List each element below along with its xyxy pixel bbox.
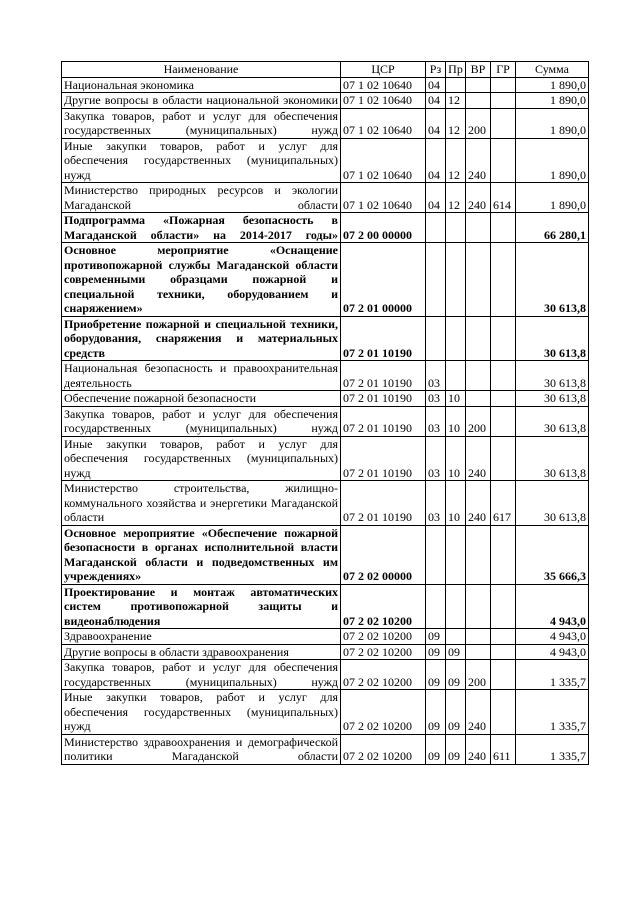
row-csr: 07 2 02 10200 bbox=[341, 584, 426, 629]
row-name: Здравоохранение bbox=[62, 629, 341, 645]
row-rz: 03 bbox=[426, 361, 446, 391]
table-row bbox=[62, 138, 589, 183]
row-gr bbox=[491, 391, 516, 407]
table-row bbox=[62, 361, 589, 391]
row-name: Закупка товаров, работ и услуг для обеспечения государственных (муниципальных) нужд bbox=[62, 660, 341, 690]
row-sum: 1 890,0 bbox=[516, 138, 589, 183]
table-row bbox=[62, 108, 589, 138]
row-csr: 07 2 01 10190 bbox=[341, 316, 426, 361]
row-name: Министерство природных ресурсов и экологии Магаданской области bbox=[62, 183, 341, 213]
row-rz: 09 bbox=[426, 690, 446, 735]
row-csr: 07 2 01 10190 bbox=[341, 361, 426, 391]
row-name: Министерство здравоохранения и демографической политики Магаданской области bbox=[62, 734, 341, 764]
row-csr: 07 2 02 10200 bbox=[341, 629, 426, 645]
header-sum: Сумма bbox=[516, 62, 589, 78]
row-gr: 614 bbox=[491, 183, 516, 213]
row-pr: 09 bbox=[446, 644, 466, 660]
row-csr: 07 2 01 10190 bbox=[341, 391, 426, 407]
row-gr bbox=[491, 243, 516, 317]
table-row bbox=[62, 77, 589, 93]
table-row bbox=[62, 243, 589, 317]
row-pr: 09 bbox=[446, 660, 466, 690]
row-sum: 30 613,8 bbox=[516, 316, 589, 361]
row-name: Приобретение пожарной и специальной техники, оборудования, снаряжения и материальных средств bbox=[62, 316, 341, 361]
row-vr bbox=[466, 316, 491, 361]
row-rz: 04 bbox=[426, 93, 446, 109]
row-vr bbox=[466, 93, 491, 109]
table-row bbox=[62, 391, 589, 407]
row-csr: 07 1 02 10640 bbox=[341, 93, 426, 109]
row-name: Другие вопросы в области здравоохранения bbox=[62, 644, 341, 660]
row-sum: 30 613,8 bbox=[516, 243, 589, 317]
row-name: Основное мероприятие «Обеспечение пожарной безопасности в органах исполнительной власти Магаданской области и подведомственных им учреждениях» bbox=[62, 525, 341, 584]
header-csr: ЦСР bbox=[341, 62, 426, 78]
table-row bbox=[62, 481, 589, 526]
row-vr bbox=[466, 525, 491, 584]
row-name: Национальная безопасность и правоохранительная деятельность bbox=[62, 361, 341, 391]
row-rz: 03 bbox=[426, 436, 446, 481]
header-pr: Пр bbox=[446, 62, 466, 78]
row-rz: 04 bbox=[426, 77, 446, 93]
row-vr: 240 bbox=[466, 734, 491, 764]
row-pr bbox=[446, 316, 466, 361]
row-vr bbox=[466, 629, 491, 645]
row-rz bbox=[426, 525, 446, 584]
row-csr: 07 2 01 10190 bbox=[341, 436, 426, 481]
row-sum: 1 335,7 bbox=[516, 660, 589, 690]
row-name: Иные закупки товаров, работ и услуг для обеспечения государственных (муниципальных) нужд bbox=[62, 436, 341, 481]
row-pr bbox=[446, 213, 466, 243]
row-vr bbox=[466, 391, 491, 407]
row-vr bbox=[466, 213, 491, 243]
row-gr bbox=[491, 138, 516, 183]
row-gr bbox=[491, 77, 516, 93]
row-gr: 611 bbox=[491, 734, 516, 764]
table-row bbox=[62, 734, 589, 764]
row-rz bbox=[426, 213, 446, 243]
table-row bbox=[62, 660, 589, 690]
row-gr bbox=[491, 644, 516, 660]
row-pr: 12 bbox=[446, 138, 466, 183]
row-vr: 240 bbox=[466, 481, 491, 526]
row-pr: 09 bbox=[446, 734, 466, 764]
header-gr: ГР bbox=[491, 62, 516, 78]
row-vr bbox=[466, 361, 491, 391]
budget-table bbox=[61, 61, 589, 765]
row-sum: 30 613,8 bbox=[516, 481, 589, 526]
row-csr: 07 2 00 00000 bbox=[341, 213, 426, 243]
row-pr: 12 bbox=[446, 108, 466, 138]
header-rz: Рз bbox=[426, 62, 446, 78]
table-row bbox=[62, 183, 589, 213]
row-pr: 10 bbox=[446, 391, 466, 407]
table-row bbox=[62, 525, 589, 584]
row-name: Иные закупки товаров, работ и услуг для обеспечения государственных (муниципальных) нужд bbox=[62, 138, 341, 183]
row-sum: 1 335,7 bbox=[516, 690, 589, 735]
row-gr bbox=[491, 316, 516, 361]
row-pr bbox=[446, 361, 466, 391]
row-vr bbox=[466, 77, 491, 93]
row-sum: 30 613,8 bbox=[516, 436, 589, 481]
row-sum: 4 943,0 bbox=[516, 629, 589, 645]
row-vr bbox=[466, 644, 491, 660]
row-name: Подпрограмма «Пожарная безопасность в Магаданской области» на 2014-2017 годы» bbox=[62, 213, 341, 243]
row-rz bbox=[426, 243, 446, 317]
row-sum: 1 890,0 bbox=[516, 183, 589, 213]
table-row bbox=[62, 93, 589, 109]
row-pr: 09 bbox=[446, 690, 466, 735]
row-rz: 09 bbox=[426, 660, 446, 690]
row-sum: 4 943,0 bbox=[516, 644, 589, 660]
row-sum: 1 890,0 bbox=[516, 108, 589, 138]
row-csr: 07 2 02 10200 bbox=[341, 644, 426, 660]
row-rz: 03 bbox=[426, 391, 446, 407]
row-csr: 07 2 01 00000 bbox=[341, 243, 426, 317]
table-row bbox=[62, 436, 589, 481]
row-pr: 12 bbox=[446, 183, 466, 213]
row-csr: 07 2 01 10190 bbox=[341, 406, 426, 436]
row-vr: 240 bbox=[466, 183, 491, 213]
row-name: Основное мероприятие «Оснащение противопожарной службы Магаданской области современными образцами пожарной и специальной техники, оборудованием и снаряжением» bbox=[62, 243, 341, 317]
row-sum: 35 666,3 bbox=[516, 525, 589, 584]
row-gr bbox=[491, 660, 516, 690]
row-pr: 10 bbox=[446, 436, 466, 481]
row-vr bbox=[466, 584, 491, 629]
header-name: Наименование bbox=[62, 62, 341, 78]
row-pr bbox=[446, 584, 466, 629]
row-gr bbox=[491, 213, 516, 243]
row-gr bbox=[491, 436, 516, 481]
row-gr bbox=[491, 93, 516, 109]
row-vr: 200 bbox=[466, 108, 491, 138]
table-row bbox=[62, 406, 589, 436]
row-pr: 12 bbox=[446, 93, 466, 109]
row-pr: 10 bbox=[446, 406, 466, 436]
row-name: Другие вопросы в области национальной экономики bbox=[62, 93, 341, 109]
row-vr: 200 bbox=[466, 660, 491, 690]
row-name: Министерство строительства, жилищно-коммунального хозяйства и энергетики Магаданской области bbox=[62, 481, 341, 526]
row-rz: 03 bbox=[426, 481, 446, 526]
row-csr: 07 2 02 10200 bbox=[341, 734, 426, 764]
row-pr bbox=[446, 629, 466, 645]
row-rz: 04 bbox=[426, 108, 446, 138]
row-rz: 04 bbox=[426, 183, 446, 213]
row-rz: 09 bbox=[426, 734, 446, 764]
row-name: Закупка товаров, работ и услуг для обеспечения государственных (муниципальных) нужд bbox=[62, 406, 341, 436]
table-row bbox=[62, 644, 589, 660]
row-gr bbox=[491, 361, 516, 391]
row-pr bbox=[446, 525, 466, 584]
row-name: Национальная экономика bbox=[62, 77, 341, 93]
row-vr: 240 bbox=[466, 690, 491, 735]
row-vr: 240 bbox=[466, 436, 491, 481]
row-name: Проектирование и монтаж автоматических систем противопожарной защиты и видеонаблюдения bbox=[62, 584, 341, 629]
row-csr: 07 1 02 10640 bbox=[341, 138, 426, 183]
row-csr: 07 2 02 10200 bbox=[341, 690, 426, 735]
row-csr: 07 1 02 10640 bbox=[341, 108, 426, 138]
row-gr bbox=[491, 690, 516, 735]
row-sum: 30 613,8 bbox=[516, 406, 589, 436]
header-vr: ВР bbox=[466, 62, 491, 78]
row-gr: 617 bbox=[491, 481, 516, 526]
row-rz: 09 bbox=[426, 629, 446, 645]
row-sum: 30 613,8 bbox=[516, 391, 589, 407]
row-name: Обеспечение пожарной безопасности bbox=[62, 391, 341, 407]
row-name: Закупка товаров, работ и услуг для обеспечения государственных (муниципальных) нужд bbox=[62, 108, 341, 138]
table-row bbox=[62, 690, 589, 735]
row-name: Иные закупки товаров, работ и услуг для обеспечения государственных (муниципальных) нужд bbox=[62, 690, 341, 735]
row-csr: 07 2 01 10190 bbox=[341, 481, 426, 526]
row-pr bbox=[446, 77, 466, 93]
row-pr bbox=[446, 243, 466, 317]
row-rz bbox=[426, 316, 446, 361]
row-gr bbox=[491, 525, 516, 584]
row-gr bbox=[491, 629, 516, 645]
row-sum: 66 280,1 bbox=[516, 213, 589, 243]
row-sum: 1 890,0 bbox=[516, 93, 589, 109]
row-sum: 30 613,8 bbox=[516, 361, 589, 391]
row-vr bbox=[466, 243, 491, 317]
row-rz: 03 bbox=[426, 406, 446, 436]
row-csr: 07 1 02 10640 bbox=[341, 77, 426, 93]
row-gr bbox=[491, 406, 516, 436]
row-gr bbox=[491, 108, 516, 138]
row-rz: 09 bbox=[426, 644, 446, 660]
row-sum: 4 943,0 bbox=[516, 584, 589, 629]
table-row bbox=[62, 213, 589, 243]
row-csr: 07 1 02 10640 bbox=[341, 183, 426, 213]
table-row bbox=[62, 316, 589, 361]
row-csr: 07 2 02 00000 bbox=[341, 525, 426, 584]
row-vr: 200 bbox=[466, 406, 491, 436]
row-vr: 240 bbox=[466, 138, 491, 183]
row-csr: 07 2 02 10200 bbox=[341, 660, 426, 690]
row-gr bbox=[491, 584, 516, 629]
table-row bbox=[62, 584, 589, 629]
row-rz bbox=[426, 584, 446, 629]
row-rz: 04 bbox=[426, 138, 446, 183]
row-pr: 10 bbox=[446, 481, 466, 526]
table-row bbox=[62, 629, 589, 645]
row-sum: 1 890,0 bbox=[516, 77, 589, 93]
row-sum: 1 335,7 bbox=[516, 734, 589, 764]
table-header-row bbox=[62, 62, 589, 78]
